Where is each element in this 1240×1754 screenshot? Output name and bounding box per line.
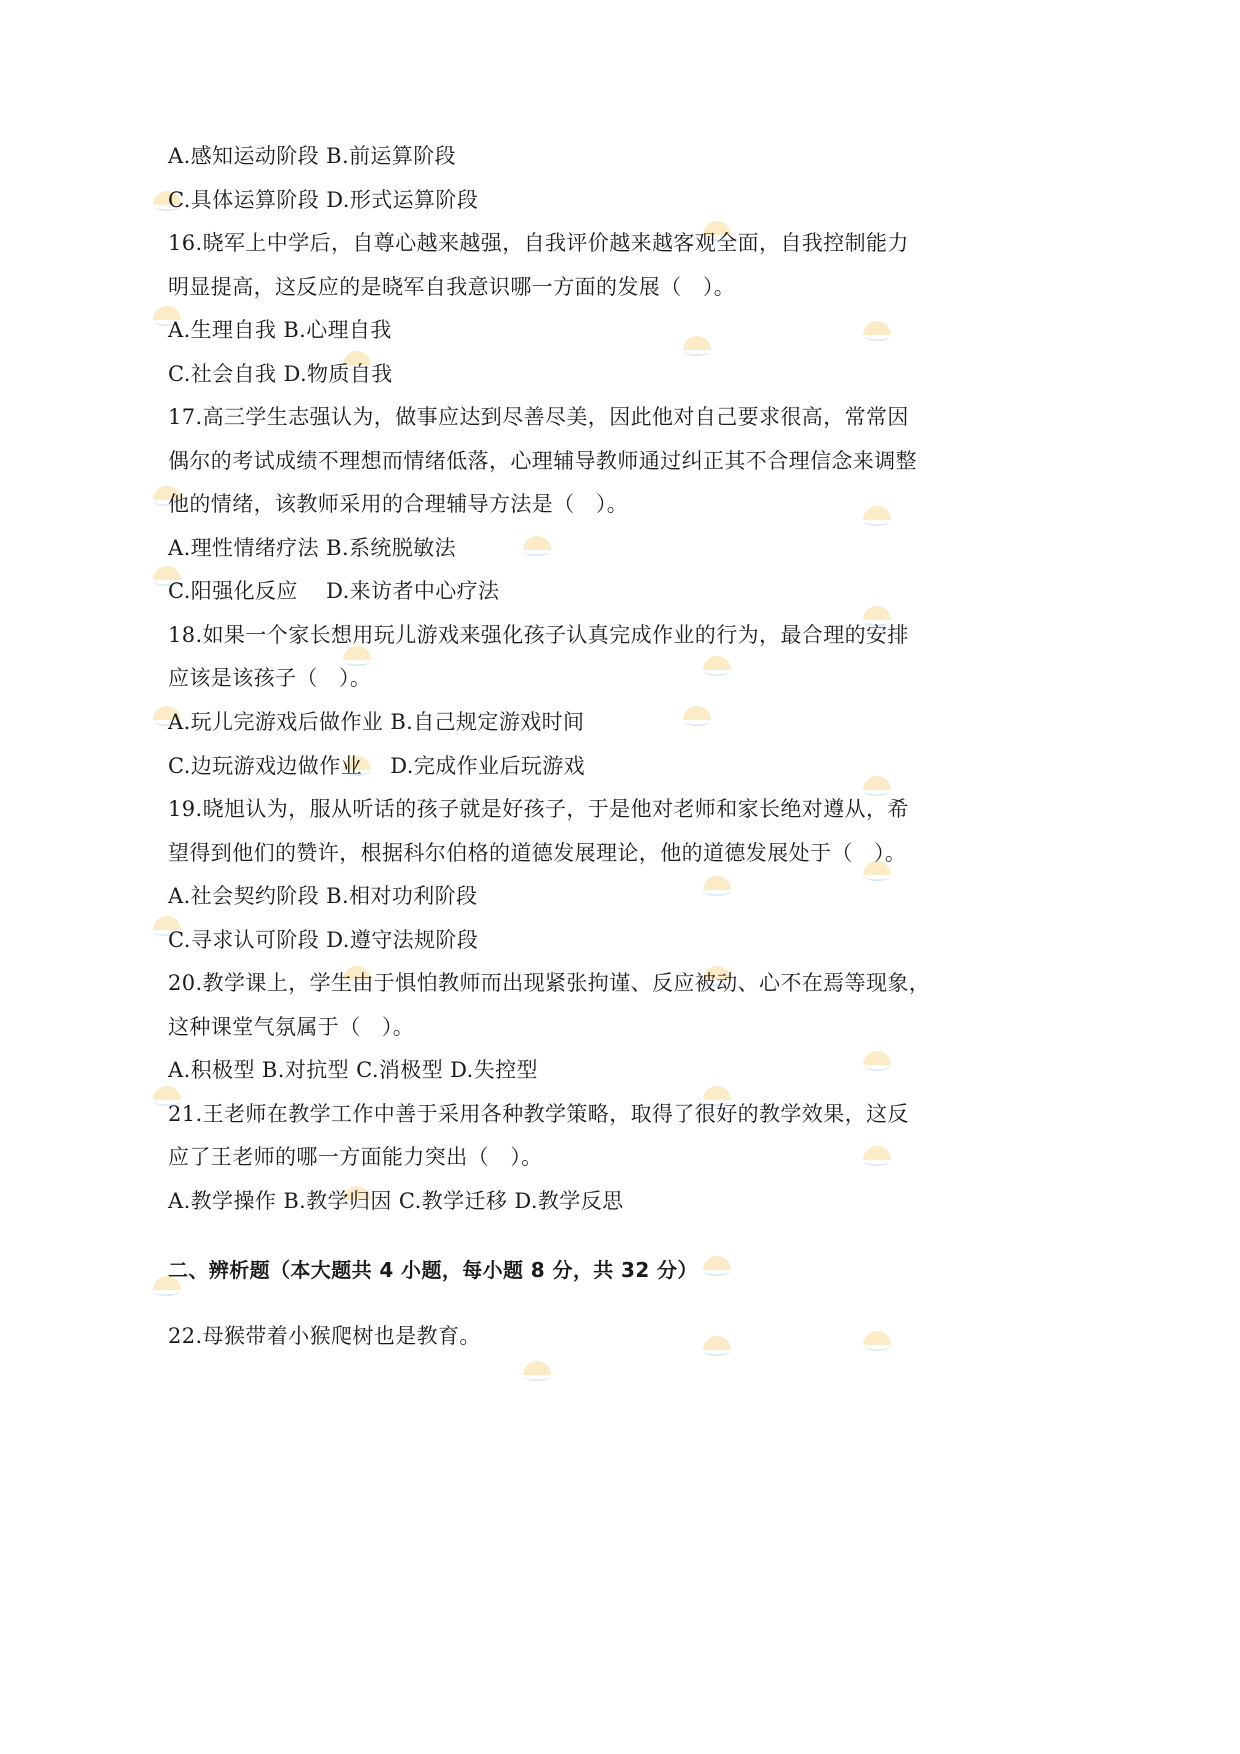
question-17-line-2: 偶尔的考试成绩不理想而情绪低落，心理辅导教师通过纠正其不合理信念来调整 bbox=[168, 449, 917, 473]
question-18-line-1: 18.如果一个家长想用玩儿游戏来强化孩子认真完成作业的行为，最合理的安排 bbox=[168, 623, 909, 647]
sun-logo-icon bbox=[700, 1250, 734, 1278]
option-line: C.阳强化反应 D.来访者中心疗法 bbox=[168, 579, 500, 603]
watermark-stamp bbox=[860, 1045, 894, 1073]
option-line: A.玩儿完游戏后做作业 B.自己规定游戏时间 bbox=[168, 710, 585, 734]
sun-logo-icon bbox=[860, 1325, 894, 1353]
question-19-line-2: 望得到他们的赞许，根据科尔伯格的道德发展理论，他的道德发展处于（ ）。 bbox=[168, 841, 907, 865]
watermark-stamp bbox=[860, 1140, 894, 1168]
watermark-stamp bbox=[700, 870, 734, 898]
question-22: 22.母猴带着小猴爬树也是教育。 bbox=[168, 1324, 481, 1348]
sun-logo-icon bbox=[860, 1140, 894, 1168]
sun-logo-icon bbox=[860, 500, 894, 528]
option-line: A.理性情绪疗法 B.系统脱敏法 bbox=[168, 536, 457, 560]
question-17-line-1: 17.高三学生志强认为，做事应达到尽善尽美，因此他对自己要求很高，常常因 bbox=[168, 405, 909, 429]
sun-logo-icon bbox=[700, 1330, 734, 1358]
watermark-stamp bbox=[680, 700, 714, 728]
sun-logo-icon bbox=[680, 700, 714, 728]
sun-logo-icon bbox=[520, 1355, 554, 1383]
option-line: C.寻求认可阶段 D.遵守法规阶段 bbox=[168, 928, 479, 952]
question-21-line-1: 21.王老师在教学工作中善于采用各种教学策略，取得了很好的教学效果，这反 bbox=[168, 1102, 909, 1126]
option-line: A.社会契约阶段 B.相对功利阶段 bbox=[168, 884, 478, 908]
question-19-line-1: 19.晓旭认为，服从听话的孩子就是好孩子，于是他对老师和家长绝对遵从，希 bbox=[168, 797, 909, 821]
option-line: C.社会自我 D.物质自我 bbox=[168, 362, 393, 386]
sun-logo-icon bbox=[860, 315, 894, 343]
option-line: C.具体运算阶段 D.形式运算阶段 bbox=[168, 188, 479, 212]
question-20-line-2: 这种课堂气氛属于（ ）。 bbox=[168, 1015, 415, 1039]
sun-logo-icon bbox=[860, 1045, 894, 1073]
question-18-line-2: 应该是该孩子（ ）。 bbox=[168, 666, 372, 690]
question-21-line-2: 应了王老师的哪一方面能力突出（ ）。 bbox=[168, 1145, 543, 1169]
question-16-line-1: 16.晓军上中学后，自尊心越来越强，自我评价越来越客观全面，自我控制能力 bbox=[168, 231, 909, 255]
option-line: A.教学操作 B.教学归因 C.教学迁移 D.教学反思 bbox=[168, 1189, 624, 1213]
watermark-stamp bbox=[700, 650, 734, 678]
question-16-line-2: 明显提高，这反应的是晓军自我意识哪一方面的发展（ ）。 bbox=[168, 275, 736, 299]
watermark-stamp bbox=[700, 1250, 734, 1278]
sun-logo-icon bbox=[700, 870, 734, 898]
watermark-stamp bbox=[520, 530, 554, 558]
sun-logo-icon bbox=[860, 770, 894, 798]
option-line: A.感知运动阶段 B.前运算阶段 bbox=[168, 144, 457, 168]
option-line: A.生理自我 B.心理自我 bbox=[168, 318, 392, 342]
option-line: A.积极型 B.对抗型 C.消极型 D.失控型 bbox=[168, 1058, 538, 1082]
watermark-stamp bbox=[860, 500, 894, 528]
sun-logo-icon bbox=[700, 650, 734, 678]
watermark-stamp bbox=[680, 330, 714, 358]
question-20-line-1: 20.教学课上，学生由于惧怕教师而出现紧张拘谨、反应被动、心不在焉等现象， bbox=[168, 971, 931, 995]
section-heading: 二、辨析题（本大题共 4 小题，每小题 8 分，共 32 分） bbox=[168, 1258, 698, 1282]
watermark-stamp bbox=[700, 1330, 734, 1358]
watermark-stamp bbox=[860, 315, 894, 343]
watermark-stamp bbox=[520, 1355, 554, 1383]
option-line: C.边玩游戏边做作业 D.完成作业后玩游戏 bbox=[168, 754, 586, 778]
sun-logo-icon bbox=[680, 330, 714, 358]
watermark-stamp bbox=[860, 1325, 894, 1353]
question-17-line-3: 他的情绪，该教师采用的合理辅导方法是（ ）。 bbox=[168, 492, 629, 516]
sun-logo-icon bbox=[520, 530, 554, 558]
watermark-stamp bbox=[860, 770, 894, 798]
